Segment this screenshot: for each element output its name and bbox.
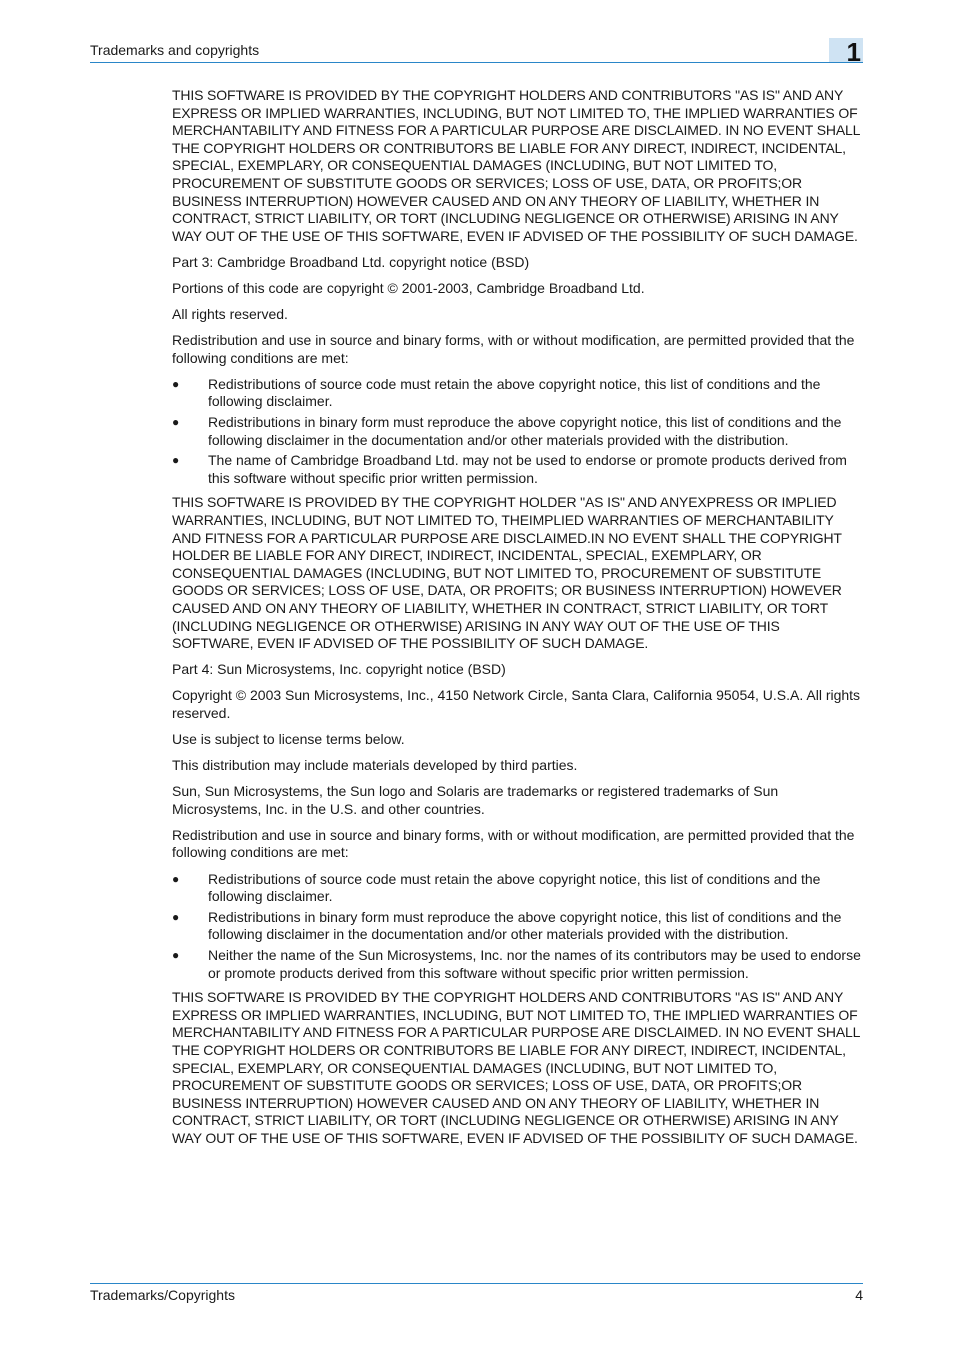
list-item — [172, 376, 864, 411]
list-item-text: Redistributions in binary form must reproduce the above copyright notice, this list of conditions and the following disclaimer in the documentation and/or other materials provided with the distribution. — [208, 414, 842, 448]
disclaimer-paragraph: THIS SOFTWARE IS PROVIDED BY THE COPYRIGHT HOLDERS AND CONTRIBUTORS "AS IS" AND ANY EXPRESS OR IMPLIED WARRANTIES, INCLUDING, BUT NOT LIMITED TO, THE IMPLIED WARRANTIES OF MERCHANTABILITY AND FITNESS FOR A PARTICULAR PURPOSE ARE DISCLAIMED. IN NO EVENT SHALL THE COPYRIGHT HOLDERS OR CONTRIBUTORS BE LIABLE FOR ANY DIRECT, INDIRECT, INCIDENTAL, SPECIAL, EXEMPLARY, OR CONSEQUENTIAL DAMAGES (INCLUDING, BUT NOT LIMITED TO, PROCUREMENT OF SUBSTITUTE GOODS OR SERVICES; LOSS OF USE, DATA, OR PROFITS;OR BUSINESS INTERRUPTION) HOWEVER CAUSED AND ON ANY THEORY OF LIABILITY, WHETHER IN CONTRACT, STRICT LIABILITY, OR TORT (INCLUDING NEGLIGENCE OR OTHERWISE) ARISING IN ANY WAY OUT OF THE USE OF THIS SOFTWARE, EVEN IF ADVISED OF THE POSSIBILITY OF SUCH DAMAGE. — [172, 87, 860, 244]
list-item-text: Redistributions of source code must retain the above copyright notice, this list of conditions and the following disclaimer. — [208, 870, 821, 905]
list-item-text: Redistributions of source code must retain the above copyright notice, this list of conditions and the following disclaimer. — [208, 375, 821, 410]
trademark-notice: Sun, Sun Microsystems, the Sun logo and Solaris are trademarks or registered trademarks of Sun Microsystems, Inc. in the U.S. and other countries. — [172, 783, 779, 817]
disclaimer-paragraph: THIS SOFTWARE IS PROVIDED BY THE COPYRIGHT HOLDER "AS IS" AND ANYEXPRESS OR IMPLIED WARRANTIES, INCLUDING, BUT NOT LIMITED TO, THEIMPLIED WARRANTIES OF MERCHANTABILITY AND FITNESS FOR A PARTICULAR PURPOSE ARE DISCLAIMED.IN NO EVENT SHALL THE COPYRIGHT HOLDER BE LIABLE FOR ANY DIRECT, INDIRECT, INCIDENTAL, SPECIAL, EXEMPLARY, OR CONSEQUENTIAL DAMAGES (INCLUDING, BUT NOT LIMITED TO, PROCUREMENT OF SUBSTITUTE GOODS OR SERVICES; LOSS OF USE, DATA, OR PROFITS; OR BUSINESS INTERRUPTION) HOWEVER CAUSED AND ON ANY THEORY OF LIABILITY, WHETHER IN CONTRACT, STRICT LIABILITY, OR TORT (INCLUDING NEGLIGENCE OR OTHERWISE) ARISING IN ANY WAY OUT OF THE USE OF THIS SOFTWARE, EVEN IF ADVISED OF THE POSSIBILITY OF SUCH DAMAGE. — [172, 494, 842, 652]
bullet-icon: ● — [172, 415, 180, 429]
disclaimer-paragraph: THIS SOFTWARE IS PROVIDED BY THE COPYRIGHT HOLDERS AND CONTRIBUTORS "AS IS" AND ANY EXPRESS OR IMPLIED WARRANTIES, INCLUDING, BUT NOT LIMITED TO, THE IMPLIED WARRANTIES OF MERCHANTABILITY AND FITNESS FOR A PARTICULAR PURPOSE ARE DISCLAIMED. IN NO EVENT SHALL THE COPYRIGHT HOLDERS OR CONTRIBUTORS BE LIABLE FOR ANY DIRECT, INDIRECT, INCIDENTAL, SPECIAL, EXEMPLARY, OR CONSEQUENTIAL DAMAGES (INCLUDING, BUT NOT LIMITED TO, PROCUREMENT OF SUBSTITUTE GOODS OR SERVICES; LOSS OF USE, DATA, OR PROFITS;OR BUSINESS INTERRUPTION) HOWEVER CAUSED AND ON ANY THEORY OF LIABILITY, WHETHER IN CONTRACT, STRICT LIABILITY, OR TORT (INCLUDING NEGLIGENCE OR OTHERWISE) ARISING IN ANY WAY OUT OF THE USE OF THIS SOFTWARE, EVEN IF ADVISED OF THE POSSIBILITY OF SUCH DAMAGE. — [172, 989, 860, 1146]
header-title: Trademarks and copyrights — [90, 42, 260, 58]
footer-title: Trademarks/Copyrights — [90, 1287, 235, 1303]
page-number: 4 — [855, 1287, 863, 1303]
document-body — [172, 87, 864, 1156]
bullet-icon: ● — [172, 871, 180, 886]
chapter-tab — [829, 37, 863, 67]
license-notice: Use is subject to license terms below. — [172, 731, 405, 747]
third-party-notice: This distribution may include materials developed by third parties. — [172, 757, 578, 774]
list-item — [172, 947, 864, 982]
section-title-part3: Part 3: Cambridge Broadband Ltd. copyright notice (BSD) — [172, 253, 530, 270]
list-item-text: Neither the name of the Sun Microsystems, Inc. nor the names of its contributors may be used to endorse or promote products derived from this software without specific prior written permission. — [208, 946, 861, 981]
page-footer — [90, 1283, 863, 1308]
list-item — [172, 909, 864, 944]
rights-notice: All rights reserved. — [172, 306, 288, 323]
bullet-icon: ● — [172, 376, 180, 391]
page-header — [90, 37, 863, 67]
bullet-icon: ● — [172, 909, 180, 924]
list-item-text: Redistributions in binary form must reproduce the above copyright notice, this list of conditions and the following disclaimer in the documentation and/or other materials provided with the distribution. — [208, 908, 842, 943]
copyright-notice: Portions of this code are copyright © 2001-2003, Cambridge Broadband Ltd. — [172, 279, 645, 296]
conditions-list — [172, 376, 864, 488]
list-item-text: The name of Cambridge Broadband Ltd. may not be used to endorse or promote products derived from this software without specific prior written permission. — [208, 452, 847, 486]
redistribution-paragraph: Redistribution and use in source and binary forms, with or without modification, are permitted provided that the following conditions are met: — [172, 826, 855, 861]
chapter-number: 1 — [846, 37, 861, 67]
conditions-list — [172, 871, 864, 983]
bullet-icon: ● — [172, 453, 180, 468]
bullet-icon: ● — [172, 947, 180, 962]
copyright-notice: Copyright © 2003 Sun Microsystems, Inc., 4150 Network Circle, Santa Clara, California 95054, U.S.A. All rights reserved. — [172, 687, 861, 721]
list-item — [172, 452, 864, 487]
section-title-part4: Part 4: Sun Microsystems, Inc. copyright notice (BSD) — [172, 661, 506, 678]
list-item — [172, 871, 864, 906]
redistribution-paragraph: Redistribution and use in source and binary forms, with or without modification, are permitted provided that the following conditions are met: — [172, 332, 855, 366]
list-item — [172, 414, 864, 449]
